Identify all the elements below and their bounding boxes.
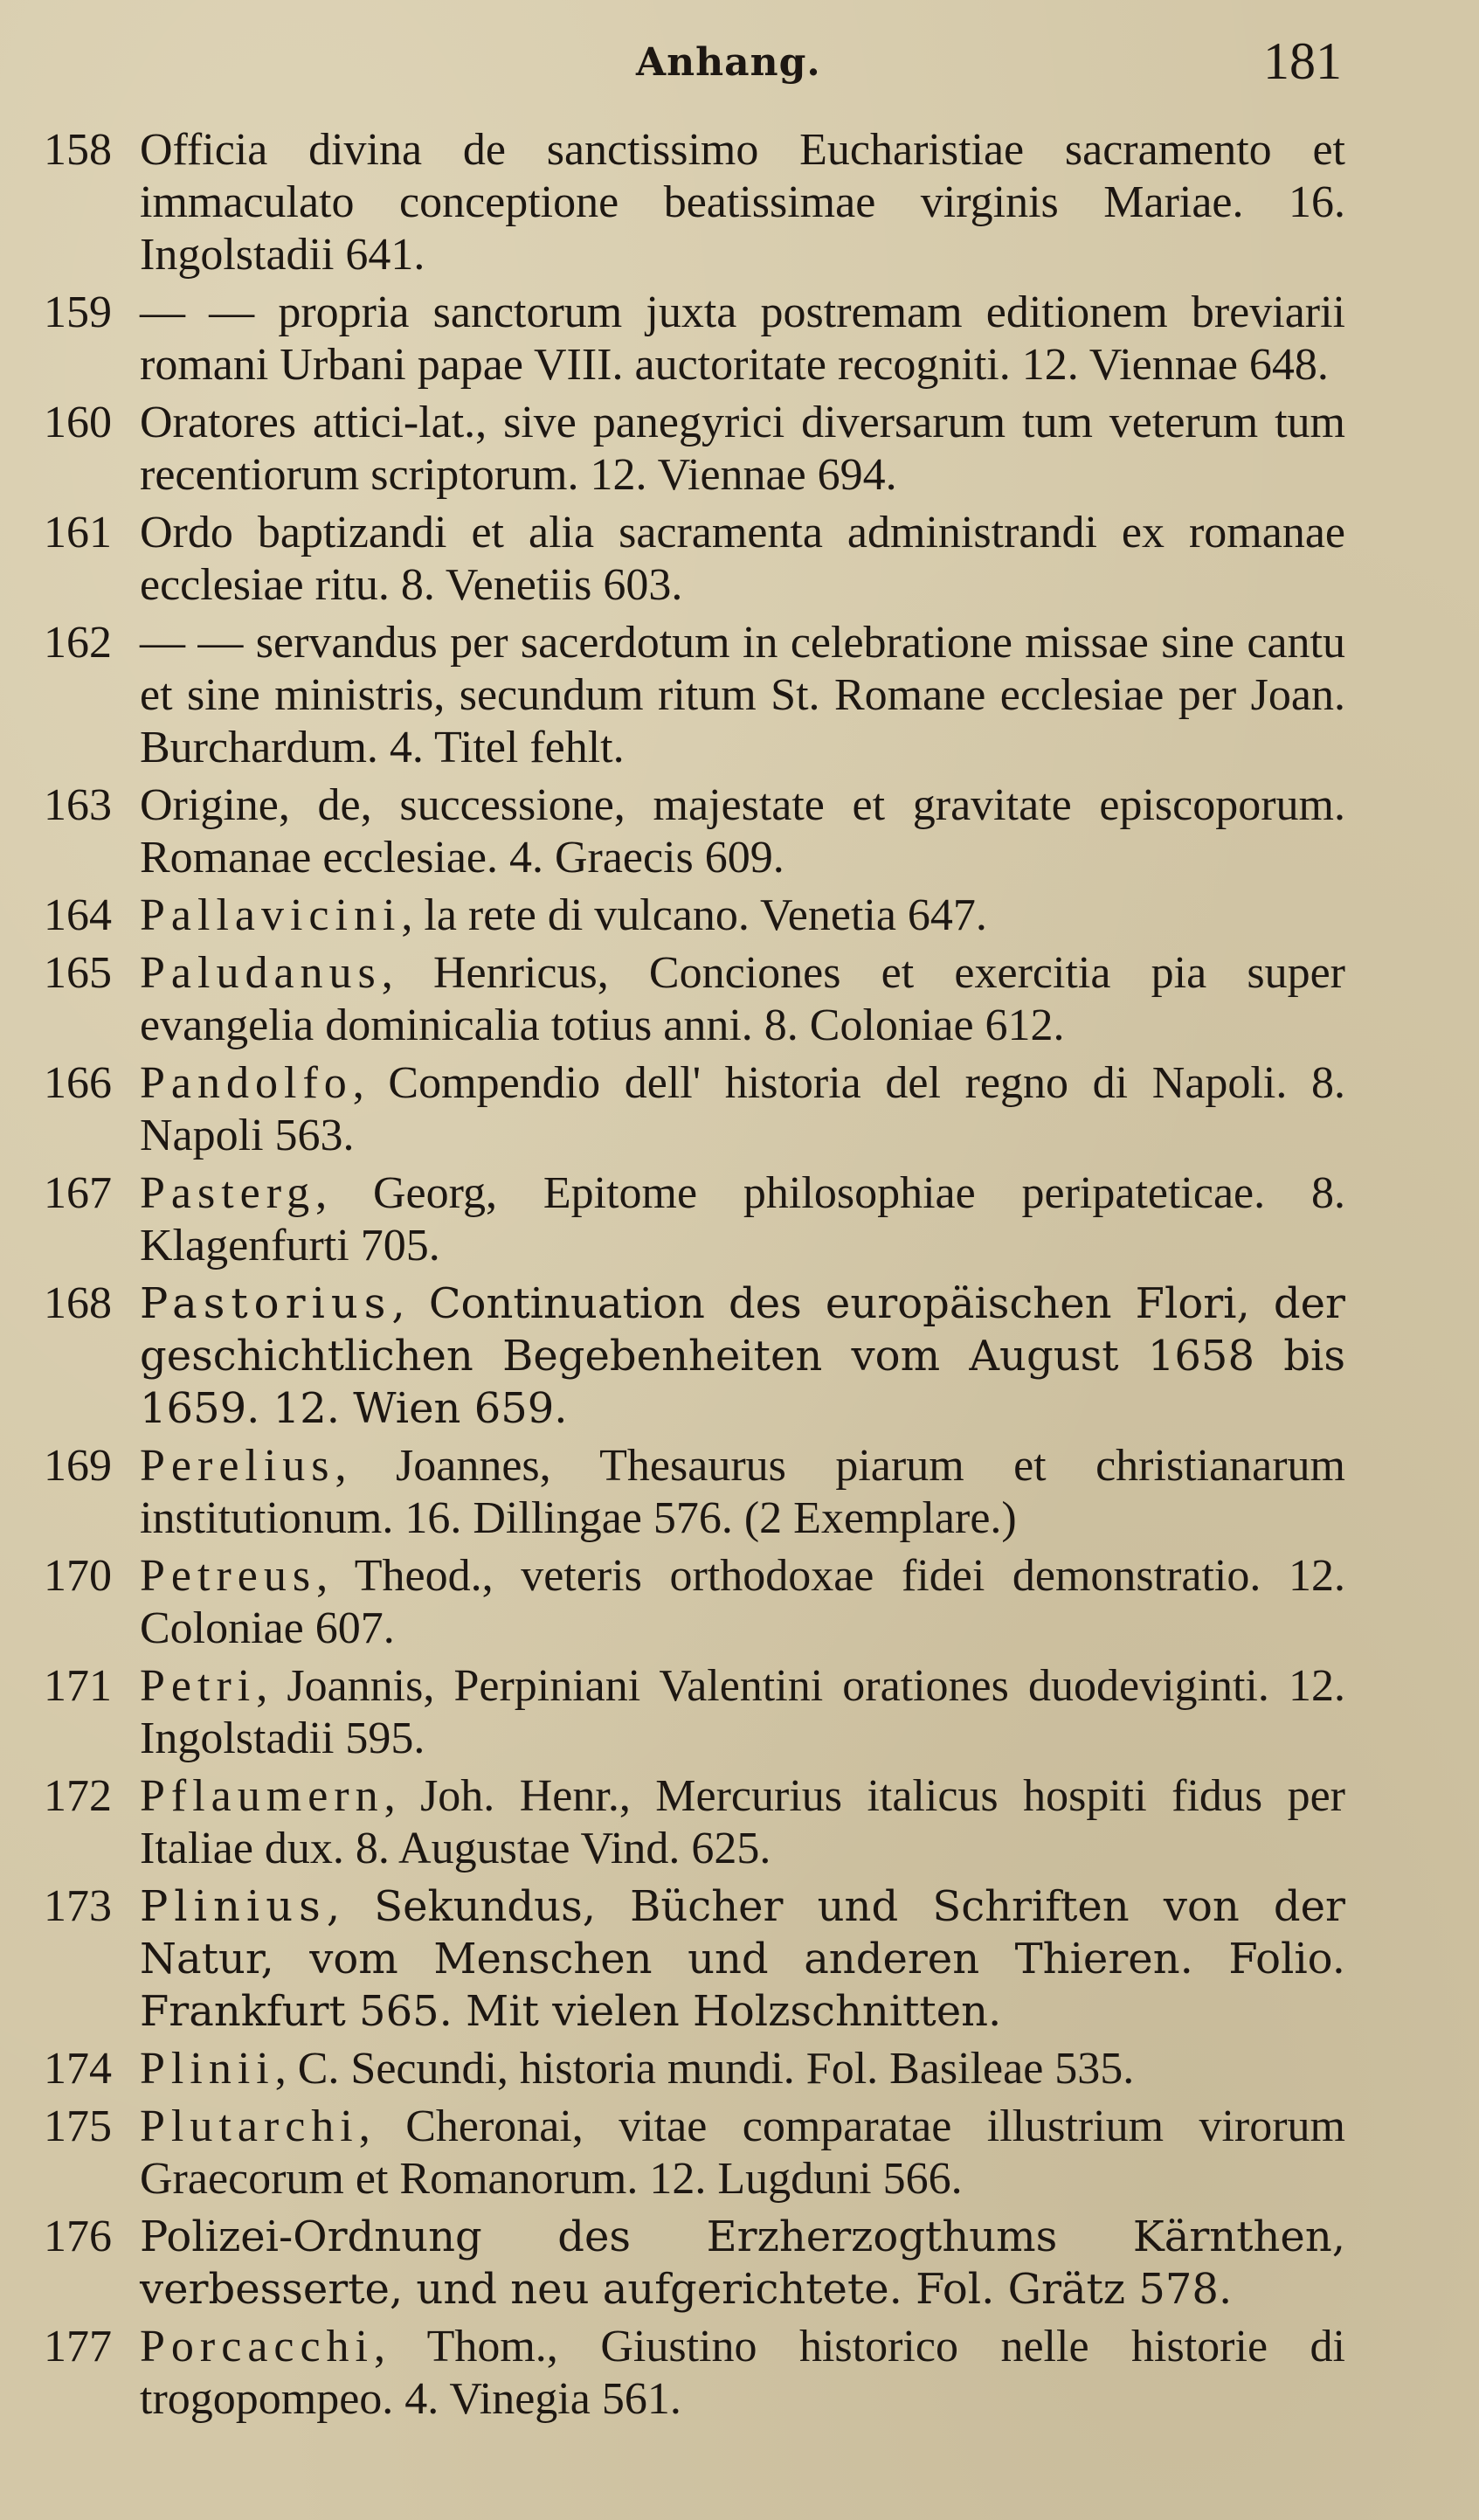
entry-number: 163 [44,780,112,830]
catalog-entry [0,397,1479,502]
entry-author: Pallavicini [140,890,402,940]
entry-author: Petreus [140,1551,317,1601]
running-head: Anhang. [636,40,821,85]
entry-text [140,287,1345,391]
catalog-entry [0,617,1479,774]
catalog-entry [0,2101,1479,2205]
catalog-entry [0,2321,1479,2426]
entry-text [140,1880,1345,2038]
entry-description: , Georg, Epitome philosophiae peripateticae. 8. Klagenfurti 705. [140,1168,1345,1270]
catalog-entry [0,2211,1479,2316]
entry-description: — — servandus per sacerdotum in celebratione missae sine cantu et sine ministris, secundum ritum St. Romane ecclesiae per Joan. Burchardum. 4. Titel fehlt. [140,618,1345,772]
catalog-entry [0,1277,1479,1435]
entry-text [140,397,1345,502]
entry-author: Pflaumern [140,1771,384,1821]
catalog-entry [0,1440,1479,1545]
catalog-entry [0,507,1479,612]
entry-description: , la rete di vulcano. Venetia 647. [401,890,987,940]
catalog-entry [0,2043,1479,2095]
catalog-entry [0,1880,1479,2038]
entry-description: Polizei-Ordnung des Erzherzogthums Kärnthen, verbesserte, und neu aufgerichtete. Fol. Grätz 578. [140,2212,1345,2314]
entry-text [140,1550,1345,1655]
entry-number: 168 [44,1278,112,1328]
entry-text [140,2101,1345,2205]
entry-text [140,1770,1345,1875]
entry-description: , Continuation des europäischen Flori, der geschichtlichen Begebenheiten vom August 1658 bis 1659. 12. Wien 659. [140,1279,1345,1433]
catalog-entry [0,124,1479,281]
entry-number: 166 [44,1058,112,1108]
entry-text [140,1057,1345,1162]
entry-number: 175 [44,2101,112,2151]
catalog-entry [0,890,1479,942]
entry-number: 167 [44,1168,112,1218]
entry-author: Plutarchi [140,2101,359,2151]
catalog-entry [0,1770,1479,1875]
catalog-entry [0,1550,1479,1655]
entry-text [140,890,1345,942]
entry-number: 169 [44,1441,112,1491]
entry-number: 177 [44,2322,112,2371]
catalog-entry [0,947,1479,1052]
catalog-entries [0,124,1479,2431]
entry-description: , C. Secundi, historia mundi. Fol. Basileae 535. [274,2044,1135,2094]
entry-number: 172 [44,1771,112,1821]
catalog-entry [0,1057,1479,1162]
entry-number: 159 [44,287,112,337]
entry-number: 161 [44,508,112,557]
entry-text [140,507,1345,612]
entry-text [140,2211,1345,2316]
entry-number: 174 [44,2044,112,2094]
entry-author: Porcacchi [140,2322,375,2371]
entry-author: Pasterg [140,1168,316,1218]
entry-text [140,947,1345,1052]
entry-author: Pandolfo [140,1058,353,1108]
entry-author: Pastorius [140,1279,392,1328]
entry-author: Plinii [140,2044,275,2094]
page-header [0,31,1479,101]
entry-text [140,2321,1345,2426]
entry-description: , Joh. Henr., Mercurius italicus hospiti fidus per Italiae dux. 8. Augustae Vind. 625. [140,1771,1345,1873]
entry-number: 158 [44,125,112,175]
entry-description: , Compendio dell' historia del regno di Napoli. 8. Napoli 563. [140,1058,1345,1160]
entry-author: Perelius [140,1441,335,1491]
entry-description: — — propria sanctorum juxta postremam editionem breviarii romani Urbani papae VIII. auctoritate recogniti. 12. Viennae 648. [140,287,1345,390]
entry-text [140,124,1345,281]
entry-text [140,1440,1345,1545]
entry-description: , Theod., veteris orthodoxae fidei demonstratio. 12. Coloniae 607. [140,1551,1345,1653]
entry-description: , Joannis, Perpiniani Valentini orationes duodeviginti. 12. Ingolstadii 595. [140,1661,1345,1763]
page-number: 181 [1263,32,1342,90]
entry-description: Origine, de, successione, majestate et gravitate episcoporum. Romanae ecclesiae. 4. Graecis 609. [140,780,1345,883]
entry-description: , Henricus, Conciones et exercitia pia super evangelia dominicalia totius anni. 8. Coloniae 612. [140,948,1345,1050]
catalog-entry [0,1660,1479,1765]
entry-text [140,617,1345,774]
catalog-entry [0,1167,1479,1272]
entry-description: , Cheronai, vitae comparatae illustrium virorum Graecorum et Romanorum. 12. Lugduni 566. [140,2101,1345,2204]
entry-text [140,1167,1345,1272]
entry-number: 162 [44,618,112,668]
entry-author: Paludanus [140,948,382,998]
entry-description: , Joannes, Thesaurus piarum et christianarum institutionum. 16. Dillingae 576. (2 Exemplare.) [140,1441,1345,1543]
entry-description: Ordo baptizandi et alia sacramenta administrandi ex romanae ecclesiae ritu. 8. Venetiis 603. [140,508,1345,610]
entry-number: 173 [44,1881,112,1931]
entry-text [140,1277,1345,1435]
entry-description: Officia divina de sanctissimo Eucharistiae sacramento et immaculato conceptione beatissimae virginis Mariae. 16. Ingolstadii 641. [140,125,1345,280]
entry-description: , Sekundus, Bücher und Schriften von der Natur, vom Menschen und anderen Thieren. Folio. Frankfurt 565. Mit vielen Holzschnitten. [140,1882,1345,2036]
entry-author: Plinius [140,1882,327,1931]
entry-number: 170 [44,1551,112,1601]
entry-number: 165 [44,948,112,998]
entry-description: Oratores attici-lat., sive panegyrici diversarum tum veterum tum recentiorum scriptorum. 12. Viennae 694. [140,398,1345,500]
entry-text [140,2043,1345,2095]
entry-number: 164 [44,890,112,940]
entry-text [140,779,1345,884]
catalog-entry [0,287,1479,391]
entry-number: 171 [44,1661,112,1711]
entry-number: 176 [44,2212,112,2261]
entry-number: 160 [44,398,112,447]
entry-description: , Thom., Giustino historico nelle historie di trogopompeo. 4. Vinegia 561. [140,2322,1345,2424]
entry-text [140,1660,1345,1765]
catalog-entry [0,779,1479,884]
entry-author: Petri [140,1661,257,1711]
